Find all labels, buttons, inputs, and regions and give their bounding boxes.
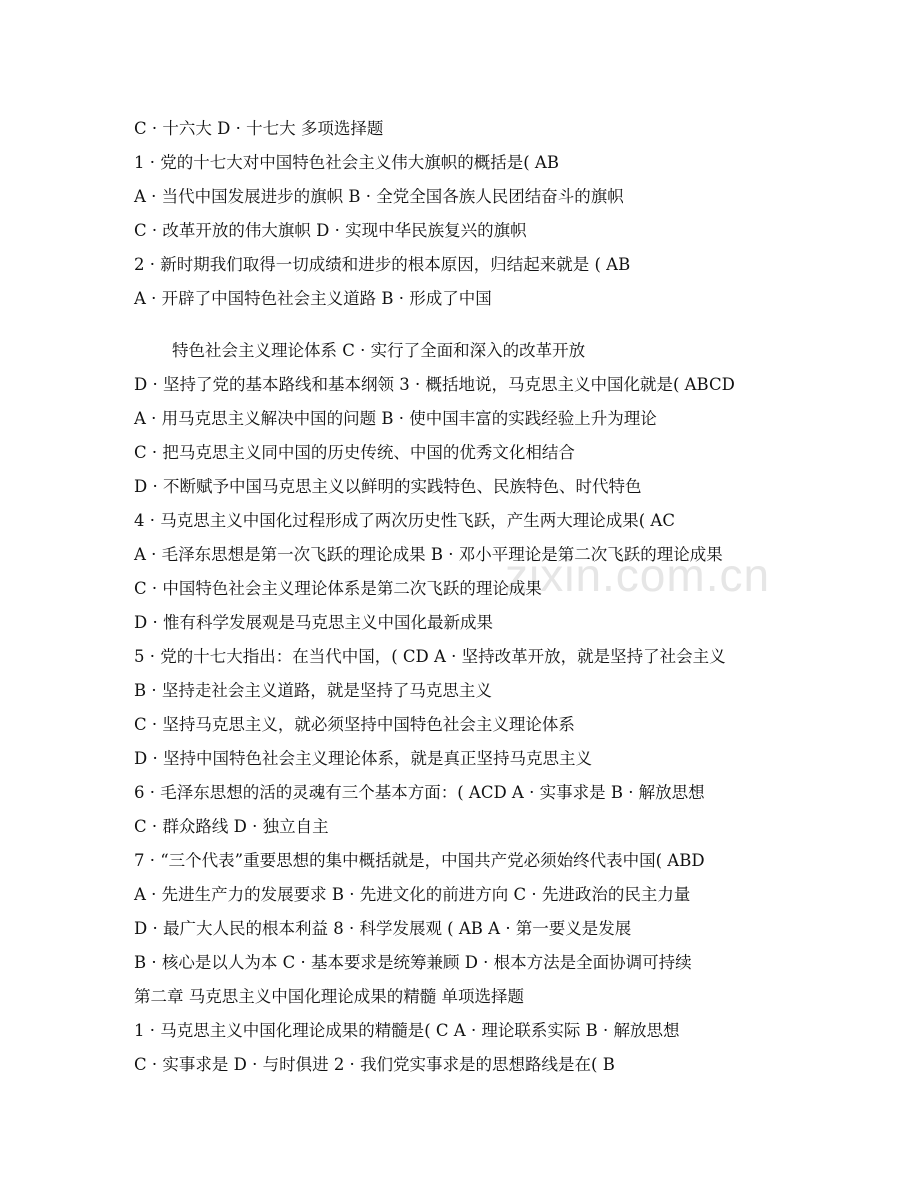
text-line: D · 坚持了党的基本路线和基本纲领 3 · 概括地说，马克思主义中国化就是( ABCD: [134, 375, 735, 394]
text-line: C · 坚持马克思主义，就必须坚持中国特色社会主义理论体系: [134, 715, 575, 734]
text-line: B · 核心是以人为本 C · 基本要求是统筹兼顾 D · 根本方法是全面协调可持续: [134, 953, 692, 972]
text-line: D · 惟有科学发展观是马克思主义中国化最新成果: [134, 613, 493, 632]
text-line: C · 实事求是 D · 与时俱进 2 · 我们党实事求是的思想路线是在( B: [134, 1055, 615, 1074]
text-line: A · 先进生产力的发展要求 B · 先进文化的前进方向 C · 先进政治的民主力量: [134, 885, 691, 904]
text-line: D · 最广大人民的根本利益 8 · 科学发展观 ( AB A · 第一要义是发展: [134, 919, 632, 938]
text-line: C · 中国特色社会主义理论体系是第二次飞跃的理论成果: [134, 579, 542, 598]
text-line: C · 十六大 D · 十七大 多项选择题: [134, 119, 384, 138]
watermark: zixin.com.cn: [505, 549, 771, 601]
text-line: D · 不断赋予中国马克思主义以鲜明的实践特色、民族特色、时代特色: [134, 477, 642, 496]
text-line: D · 坚持中国特色社会主义理论体系，就是真正坚持马克思主义: [134, 749, 592, 768]
text-line: C · 把马克思主义同中国的历史传统、中国的优秀文化相结合: [134, 443, 575, 462]
text-line: 2 · 新时期我们取得一切成绩和进步的根本原因，归结起来就是 ( AB: [134, 255, 631, 274]
text-line: 1 · 马克思主义中国化理论成果的精髓是( C A · 理论联系实际 B · 解放思想: [134, 1021, 680, 1040]
text-line: C · 改革开放的伟大旗帜 D · 实现中华民族复兴的旗帜: [134, 221, 527, 240]
text-line: 4 · 马克思主义中国化过程形成了两次历史性飞跃，产生两大理论成果( AC: [134, 511, 675, 530]
text-line: A · 当代中国发展进步的旗帜 B · 全党全国各族人民团结奋斗的旗帜: [134, 187, 624, 206]
text-line: 1 · 党的十七大对中国特色社会主义伟大旗帜的概括是( AB: [134, 153, 559, 172]
text-line: 特色社会主义理论体系 C · 实行了全面和深入的改革开放: [172, 341, 586, 360]
text-line: A · 开辟了中国特色社会主义道路 B · 形成了中国: [134, 289, 492, 308]
text-line: A · 用马克思主义解决中国的问题 B · 使中国丰富的实践经验上升为理论: [134, 409, 657, 428]
text-line: B · 坚持走社会主义道路，就是坚持了马克思主义: [134, 681, 492, 700]
text-line: C · 群众路线 D · 独立自主: [134, 817, 329, 836]
text-line: 5 · 党的十七大指出：在当代中国，( CD A · 坚持改革开放，就是坚持了社会主义: [134, 647, 726, 666]
text-line: 7 · “三个代表”重要思想的集中概括就是，中国共产党必须始终代表中国( ABD: [134, 851, 705, 870]
text-line: 6 · 毛泽东思想的活的灵魂有三个基本方面：( ACD A · 实事求是 B · 解放思想: [134, 783, 705, 802]
text-line: A · 毛泽东思想是第一次飞跃的理论成果 B · 邓小平理论是第二次飞跃的理论成果: [134, 545, 723, 564]
chapter-heading: 第二章 马克思主义中国化理论成果的精髓 单项选择题: [134, 987, 524, 1006]
